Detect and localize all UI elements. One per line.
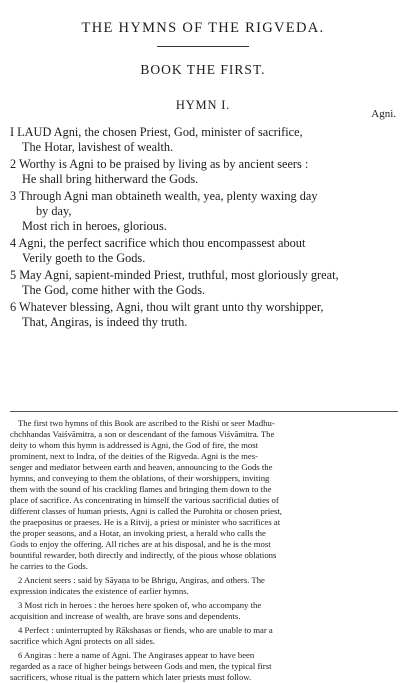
footnote-rule: [10, 411, 398, 412]
verse-line: Most rich in heroes, glorious.: [22, 219, 167, 233]
footnote-3: [10, 600, 402, 622]
footnote-line: The first two hymns of this Book are ascribed to the Rishi or seer Madhu-: [18, 418, 275, 428]
footnote-line: bountiful rewarder, both directly and indirectly, of the pious whose oblations: [10, 550, 277, 560]
verse-line: 4 Agni, the perfect sacrifice which thou encompassest about: [10, 236, 306, 250]
footnote-line: senger and mediator between earth and heaven, announcing to the Gods the: [10, 462, 273, 472]
footnote-line: 4 Perfect : uninterrupted by Rākshasas or fiends, who are unable to mar a: [18, 625, 273, 635]
footnote-line: prominent, next to Indra, of the deities of the Rigveda. Agni is the mes-: [10, 451, 259, 461]
footnote-line: acquisition and increase of wealth, are brave sons and dependents.: [10, 611, 241, 621]
footnote-line: place of sacrifice. As concentrating in himself the various sacrificial duties of: [10, 495, 279, 505]
footnote-line: sacrificers, whose ritual is the pattern which later priests must follow.: [10, 672, 252, 682]
footnote-6: [10, 650, 402, 683]
verse-2: [10, 157, 402, 187]
footnote-line: expression indicates the existence of earlier hymns.: [10, 586, 189, 596]
verse-line: The Hotar, lavishest of wealth.: [22, 140, 174, 154]
footnote-line: 3 Most rich in heroes : the heroes here spoken of, who accompany the: [18, 600, 262, 610]
verse-line: The God, come hither with the Gods.: [22, 283, 206, 297]
footnote-line: 6 Angiras : here a name of Agni. The Angirases appear to have been: [18, 650, 255, 660]
verse-line: 3 Through Agni man obtaineth wealth, yea, plenty waxing day: [10, 189, 318, 203]
title-rule: [157, 46, 249, 47]
verse-6: [10, 300, 402, 330]
footnote-line: regarded as a race of higher beings between Gods and men, the typical first: [10, 661, 272, 671]
verse-line: 6 Whatever blessing, Agni, thou wilt grant unto thy worshipper,: [10, 300, 324, 314]
verse-line: That, Angiras, is indeed thy truth.: [22, 315, 188, 329]
verse-line: 5 May Agni, sapient-minded Priest, truthful, most gloriously great,: [10, 268, 339, 282]
footnote-line: hymns, and conveying to them the oblations, of their worshippers, inviting: [10, 473, 270, 483]
book-heading: BOOK THE FIRST.: [140, 62, 266, 77]
deity-label: Agni.: [371, 108, 396, 120]
footnote-line: deity to whom this hymn is addressed is Agni, the God of fire, the most: [10, 440, 259, 450]
verse-line: I LAUD Agni, the chosen Priest, God, minister of sacrifice,: [10, 125, 303, 139]
footnote-line: them with the sound of his crackling flames and bringing them down to the: [10, 484, 272, 494]
verse-3: [10, 189, 402, 234]
verse-line: Verily goeth to the Gods.: [22, 251, 146, 265]
verse-line: 2 Worthy is Agni to be praised by living as by ancient seers :: [10, 157, 309, 171]
footnote-line: chchhandas Vaiśvāmitra, a son or descendant of the famous Viśvāmitra. The: [10, 429, 275, 439]
footnote-line: sacrifice which Agni protects on all sides.: [10, 636, 155, 646]
running-title: THE HYMNS OF THE RIGVEDA.: [81, 20, 325, 36]
footnote-2: [10, 575, 402, 597]
footnote-line: Gods to enjoy the offering. All riches are at his disposal, and he is the most: [10, 539, 271, 549]
footnote-line: different classes of human priests, Agni is called the Purohita or chosen priest,: [10, 506, 282, 516]
footnote-intro: [10, 418, 402, 572]
verse-4: [10, 236, 402, 266]
footnote-4: [10, 625, 402, 647]
verse-line: He shall bring hitherward the Gods.: [22, 172, 199, 186]
verse-line: by day,: [36, 204, 72, 218]
footnote-line: the praepositus or praeses. He is a Ritvij, a priest or minister who sacrifices at: [10, 517, 281, 527]
footnote-line: the proper seasons, and a Hotar, an invoking priest, a herald who calls the: [10, 528, 266, 538]
hymn-heading: HYMN I.: [175, 98, 231, 112]
footnote-line: 2 Ancient seers : said by Sāyaṇa to be Bhrigu, Angiras, and others. The: [18, 575, 265, 585]
footnote-line: he carries to the Gods.: [10, 561, 88, 571]
verse-5: [10, 268, 402, 298]
verse-1: [10, 125, 402, 155]
